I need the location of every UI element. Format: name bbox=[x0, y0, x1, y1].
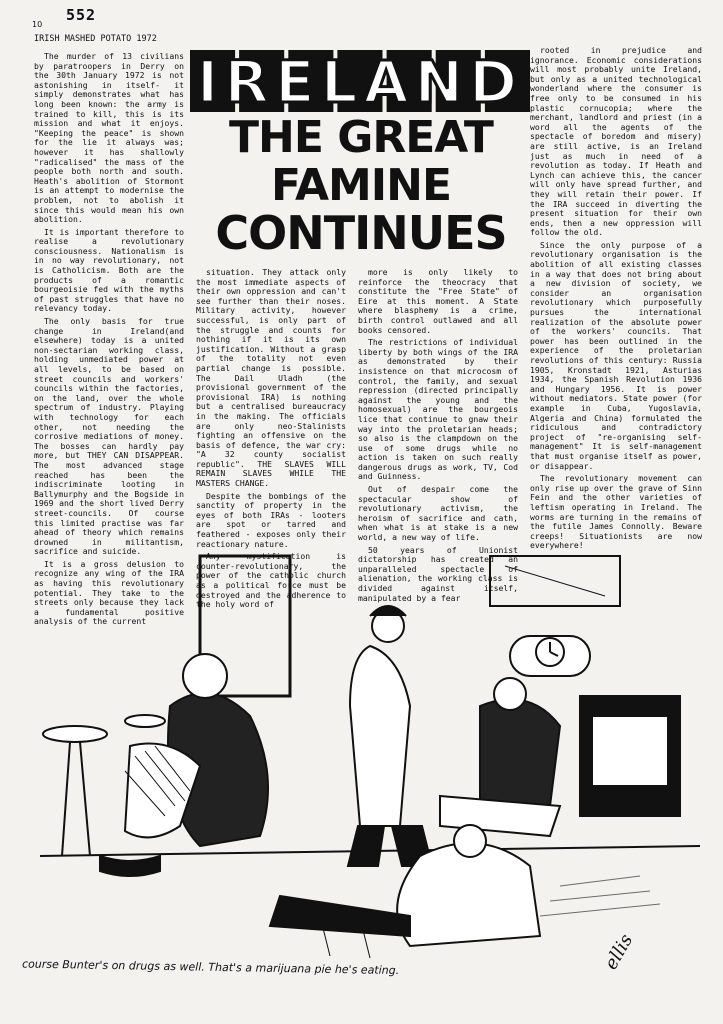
paragraph: It is important therefore to realise a revolutionary consciousness. Nationalism is in no way revolutionary, not is Catholicism. Both are the products of a romantic bourgeoisie fed with the myths of past struggles that have no relevancy today. bbox=[34, 226, 184, 314]
paragraph: situation. They attack only the most immediate aspects of their own oppression and can't see further than their noses. Military activity, however successful, is only part of the struggle and counts for nothing if it is its own justification. Without a grasp of the totality not even partial change is possible. The Dail Uladh (the provisional government of the provisional IRA) is nothing but a centralised bureaucracy in the making. The officials are only neo-Stalinists fighting an offensive on the basis of defence, the war cry: "A 32 county socialist republic". THE SLAVES WILL REMAIN SLAVES WHILE THE MASTERS CHANGE. bbox=[196, 267, 346, 489]
paragraph: The revolutionary movement can only rise up over the grave of Sinn Fein and the other varieties of leftism operating in Ireland. The worms are turning in the remains of the futile James Connolly. Beware creeps! Situationists are now everywhere! bbox=[530, 473, 702, 551]
page-number: 552 bbox=[66, 6, 97, 24]
paragraph: The restrictions of individual liberty by both wings of the IRA as demonstrated by their insistence on that microcosm of control, the family, and sexual repression (directed principally against the young and the homosexual) are the bourgeois lice that continue to gnaw their way into the proletarian heads; so also is the clampdown on the use of some drugs while no action is taken on such really dangerous drugs as work, TV, Cod and Guinness. bbox=[358, 337, 518, 482]
title-line-2: THE GREAT bbox=[229, 112, 493, 163]
svg-text:ellis: ellis bbox=[600, 930, 638, 974]
paragraph: Out of despair come the spectacular show of revolutionary activism, the heroism of sacrifice and cath, when what is at stake is a new world, a new way of life. bbox=[358, 484, 518, 543]
paragraph: rooted in prejudice and ignorance. Economic considerations will most probably unite Ireland, but only as a united technological wonderland where the consumer is free only to be consumed in his plastic cornucopia; where the merchant, landlord and priest (in a word all the agents of the spectacle of boredom and misery) are still active, is an Ireland just as much in need of a revolution as today. If Heath and Lynch can achieve this, the cancer will only have spread further, and they will retain their power. If the IRA succeed in diverting the present situation for their own ends, then a new oppression will follow the old. bbox=[530, 45, 702, 238]
paragraph: It is a gross delusion to recognize any wing of the IRA as having this revolutionary potential. They take to the streets only because they lack a fundamental positive analysis of the current bbox=[34, 558, 184, 627]
paragraph: 50 years of Unionist dictatorship has created an unparalleled spectacle of alienation, the working class is divided against itself, manipulated by a fear bbox=[358, 544, 518, 603]
title-line-1: IRELAND bbox=[196, 48, 524, 116]
paragraph: The only basis for true change in Ireland(and elsewhere) today is a united non-sectarian working class, holding unmediated power at all levels, to be based on street councils and workers' councils within the factories, on the land, over the whole spectrum of industry. Playing with technology for each other, not needing the corrosive mediations of money. The bosses can hardly pay more, but THEY CAN DISAPPEAR. The most advanced stage reached has been the indiscriminate looting in Ballymurphy and the Bogside in 1969 and the short lived Derry street-councils. Of course this limited practise was far ahead of theory which remains drowned in militantism, sacrifice and suicide. bbox=[34, 316, 184, 557]
paragraph: Since the only purpose of a revolutionary organisation is the abolition of all existing classes in a way that does not bring about a new division of society, we consider an organisation revolutionary which purposefully pursues the international realization of the absolute power of the workers' councils. That power has been outlined in the experience of the proletarian revolutions of this century: Russia 1905, Kronstadt 1921, Asturias 1934, the Spanish Revolution 1936 and Hungary 1956. It is power without mediators. State power (for example in Cuba, Yugoslavia, Algeria and China) formulated the ridiculous and contradictory project of "re-organising self-management" It is self-management that must organise itself as power, or disappear. bbox=[530, 239, 702, 471]
title-line-4: CONTINUES bbox=[215, 206, 507, 260]
cartoon-illustration bbox=[40, 556, 700, 996]
title-line-3: FAMINE bbox=[270, 160, 452, 211]
article-column-2 bbox=[196, 267, 346, 610]
paragraph: more is only likely to reinforce the theocracy that constitute the "Free State" of Eire at this moment. A State where blasphemy is a crime, birth control outlawed and all books censored. bbox=[358, 267, 518, 335]
title-ireland-block-letters bbox=[188, 46, 532, 116]
paragraph: The murder of 13 civilians by paratroopers in Derry on the 30th January 1972 is not astonishing in itself- it simply demonstrates what has long been known: the army is trained to kill, this is its mission and what it enjoys. "Keeping the peace" is shown for the lie it always was; however it has shallowly "radicalised" the mass of the people both north and south. Heath's abolition of Stormont is an attempt to modernise the problem, not to abolish it since this would mean his own abolition. bbox=[34, 51, 184, 225]
running-header: IRISH MASHED POTATO 1972 bbox=[34, 34, 157, 44]
paragraph: Any mystification is counter-revolutionary, the power of the catholic church as a political force must be destroyed and the adherence to the holy word of bbox=[196, 551, 346, 610]
article-column-4 bbox=[530, 46, 702, 560]
article-column-3 bbox=[358, 267, 518, 603]
cartoon-caption: course Bunter's on drugs as well. That's a marijuana pie he's eating. bbox=[21, 957, 400, 978]
paragraph: Despite the bombings of the sanctity of property in the eyes of both IRAs - looters are spot or tarred and feathered - exposes only their reactionary nature. bbox=[196, 490, 346, 549]
article-column-1 bbox=[34, 51, 184, 627]
small-page-number: 10 bbox=[32, 20, 43, 29]
